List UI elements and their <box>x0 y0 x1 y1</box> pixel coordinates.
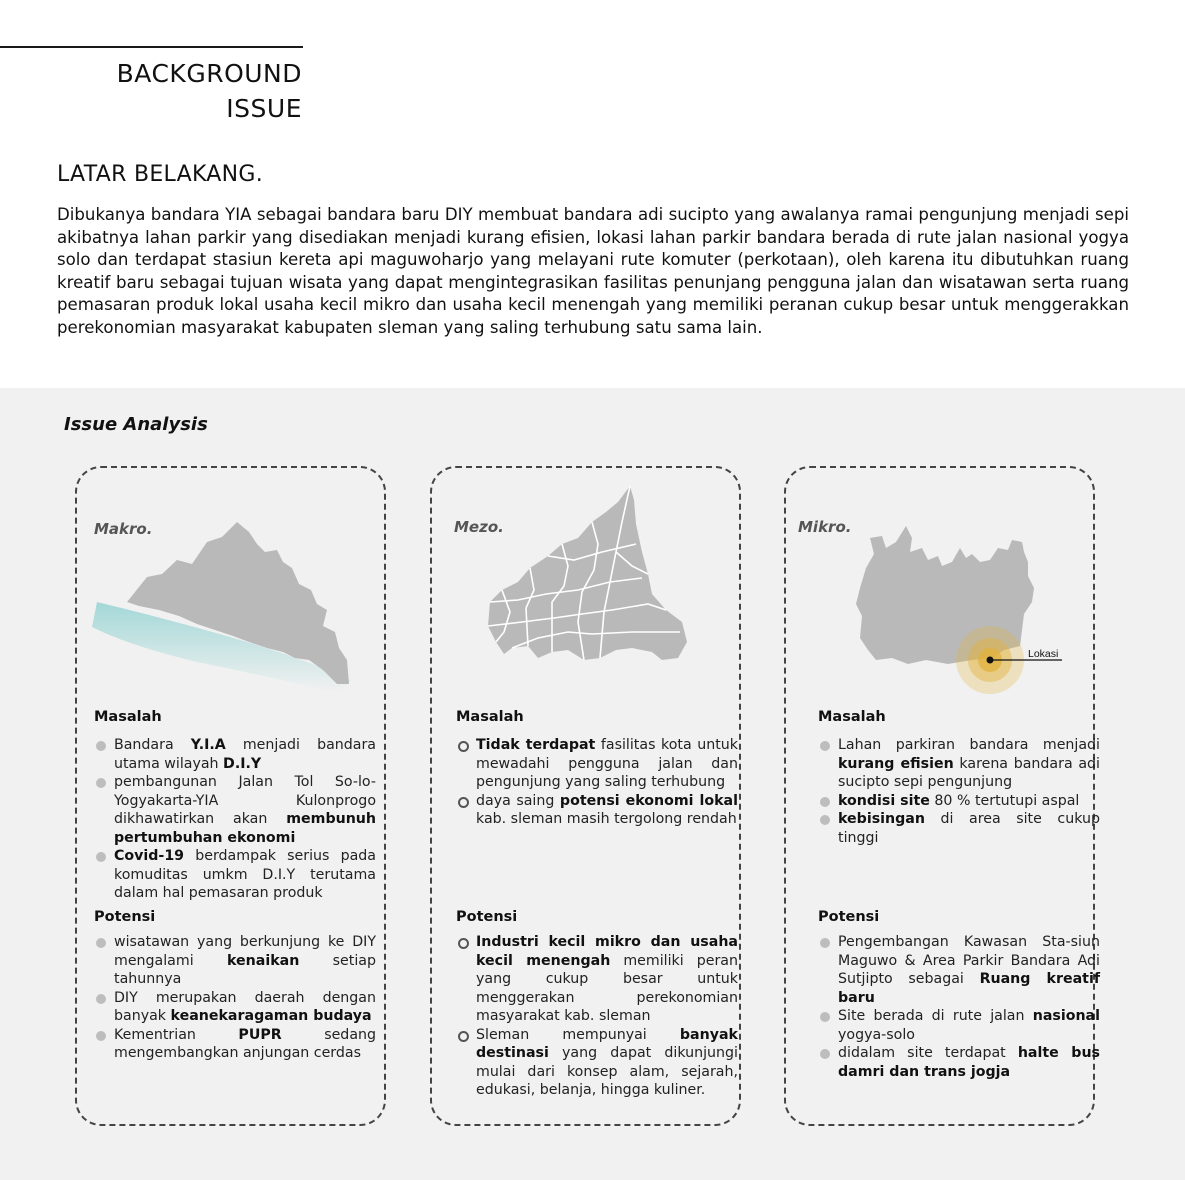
mikro-card <box>784 466 1100 1126</box>
mikro-masalah-title: Masalah <box>818 709 886 725</box>
list-item: daya saing potensi ekonomi lokal kab. sleman masih tergolong rendah <box>456 792 738 829</box>
list-item: pembangunan Jalan Tol So-lo-Yogyakarta-YIA Kulonprogo dikhawatirkan akan membunuh pertumbuhan ekonomi <box>94 773 376 847</box>
list-item: Covid-19 berdampak serius pada komuditas umkm D.I.Y terutama dalam hal pemasaran produk <box>94 847 376 903</box>
issue-analysis-title: Issue Analysis <box>64 414 208 435</box>
list-item: kebisingan di area site cukup tinggi <box>818 810 1100 847</box>
list-item: Sleman mempunyai banyak destinasi yang dapat dikunjungi mulai dari konsep alam, sejarah, edukasi, belanja, hingga kuliner. <box>456 1026 738 1100</box>
page-title <box>117 56 302 126</box>
mikro-masalah-list <box>818 736 1100 847</box>
header-rule <box>0 46 303 48</box>
mezo-potensi-title: Potensi <box>456 909 518 925</box>
mezo-masalah-list <box>456 736 738 829</box>
makro-masalah-list <box>94 736 376 903</box>
makro-masalah-title: Masalah <box>94 709 162 725</box>
makro-potensi-title: Potensi <box>94 909 156 925</box>
list-item: Tidak terdapat fasilitas kota untuk mewadahi pengguna jalan dan pengunjung yang saling terhubung <box>456 736 738 792</box>
makro-label: Makro. <box>94 520 153 538</box>
list-item: didalam site terdapat halte bus damri dan trans jogja <box>818 1044 1100 1081</box>
mikro-label: Mikro. <box>798 518 852 536</box>
mezo-card <box>430 466 741 1126</box>
makro-potensi-list <box>94 933 376 1063</box>
mezo-potensi-list <box>456 933 738 1100</box>
list-item: Lahan parkiran bandara menjadi kurang efisien karena bandara adi sucipto sepi pengunjung <box>818 736 1100 792</box>
list-item: Industri kecil mikro dan usaha kecil menengah memiliki peran yang cukup besar untuk menggerakan perekonomian masyarakat kab. sleman <box>456 933 738 1026</box>
list-item: Site berada di rute jalan nasional yogya-solo <box>818 1007 1100 1044</box>
page-title-line2: ISSUE <box>226 94 302 123</box>
list-item: kondisi site 80 % tertutupi aspal <box>818 792 1100 811</box>
java-province-map <box>87 502 377 692</box>
location-label: Lokasi <box>1028 648 1059 660</box>
list-item: Kementrian PUPR sedang mengembangkan anjungan cerdas <box>94 1026 376 1063</box>
latar-heading: LATAR BELAKANG. <box>57 162 264 187</box>
sleman-regency-map <box>482 482 697 667</box>
mikro-potensi-list <box>818 933 1100 1081</box>
mezo-masalah-title: Masalah <box>456 709 524 725</box>
makro-card <box>75 466 386 1126</box>
page-title-line1: BACKGROUND <box>116 59 302 88</box>
list-item: Bandara Y.I.A menjadi bandara utama wilayah D.I.Y <box>94 736 376 773</box>
mezo-label: Mezo. <box>454 518 504 536</box>
mikro-potensi-title: Potensi <box>818 909 880 925</box>
list-item: DIY merupakan daerah dengan banyak keanekaragaman budaya <box>94 989 376 1026</box>
list-item: Pengembangan Kawasan Sta-siun Maguwo & Area Parkir Bandara Adi Sutjipto sebagai Ruang kreatif baru <box>818 933 1100 1007</box>
latar-body: Dibukanya bandara YIA sebagai bandara baru DIY membuat bandara adi sucipto yang awalanya ramai pengunjung menjadi sepi akibatnya lahan parkir yang disediakan menjadi kurang efisien, lokasi lahan parkir bandara berada di rute jalan nasional yogya solo dan terdapat stasiun kereta api maguwoharjo yang melayani rute komuter (perkotaan), oleh karena itu dibutuhkan ruang kreatif baru sebagai tujuan wisata yang dapat mengintegrasikan fasilitas penunjang pengguna jalan dan wisatawan serta ruang pemasaran produk lokal usaha kecil mikro dan usaha kecil menengah yang memiliki peranan cukup besar untuk menggerakkan perekonomian masyarakat kabupaten sleman yang saling terhubung satu sama lain. <box>57 205 1129 337</box>
list-item: wisatawan yang berkunjung ke DIY mengalami kenaikan setiap tahunnya <box>94 933 376 989</box>
site-area-map <box>852 518 1092 698</box>
